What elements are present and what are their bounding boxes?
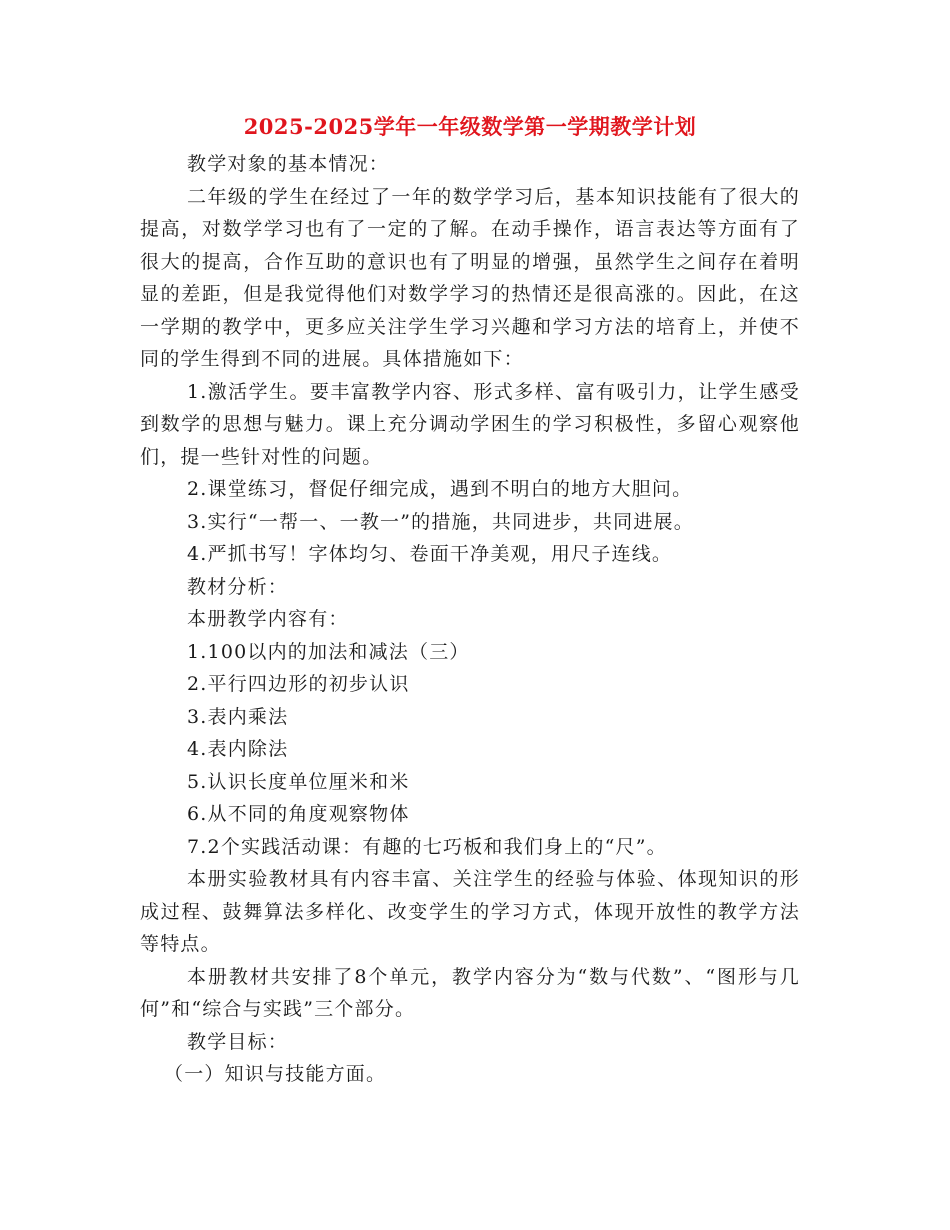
- paragraph-student-situation: 二年级的学生在经过了一年的数学学习后，基本知识技能有了很大的提高，对数学学习也有了一定的了解。在动手操作，语言表达等方面有了很大的提高，合作互助的意识也有了明显的增强，虽然学生之间存在着明显的差距，但是我觉得他们对数学学习的热情还是很高涨的。因此，在这一学期的教学中，更多应关注学生学习兴趣和学习方法的培育上，并使不同的学生得到不同的进展。具体措施如下：: [140, 185, 800, 370]
- paragraph-measure-4: 4.严抓书写！字体均匀、卷面干净美观，用尺子连线。: [187, 543, 673, 565]
- paragraph-subsection-heading: （一）知识与技能方面。: [164, 1063, 387, 1085]
- paragraph-content-item: 3.表内乘法: [187, 705, 289, 728]
- paragraph-content-item: 4.表内除法: [187, 738, 289, 760]
- paragraph-content-item: 2.平行四边形的初步认识: [187, 673, 410, 695]
- paragraph-content-item: 5.认识长度单位厘米和米: [187, 770, 410, 793]
- document-page: [140, 112, 800, 1091]
- paragraph-content-intro: 本册教学内容有：: [187, 608, 349, 630]
- paragraph-textbook-units: 本册教材共安排了8个单元，教学内容分为“数与代数”、“图形与几何”和“综合与实践”三个部分。: [140, 965, 800, 1020]
- paragraph-measure-2: 2.课堂练习，督促仔细完成，遇到不明白的地方大胆问。: [187, 478, 693, 500]
- paragraph-measure-1: 1.激活学生。要丰富教学内容、形式多样、富有吸引力，让学生感受到数学的思想与魅力。课上充分调动学困生的学习积极性，多留心观察他们，提一些针对性的问题。: [140, 380, 800, 468]
- paragraph-content-item: 6.从不同的角度观察物体: [187, 803, 410, 825]
- document-title: 2025-2025学年一年级数学第一学期教学计划: [243, 114, 697, 139]
- paragraph-section-heading: 教学对象的基本情况：: [187, 153, 390, 175]
- paragraph-section-heading: 教学目标：: [187, 1030, 289, 1053]
- paragraph-content-item: 1.100以内的加法和减法（三）: [187, 640, 470, 663]
- paragraph-measure-3: 3.实行“一帮一、一教一”的措施，共同进步，共同进展。: [187, 510, 694, 533]
- paragraph-textbook-features: 本册实验教材具有内容丰富、关注学生的经验与体验、体现知识的形成过程、鼓舞算法多样化、改变学生的学习方式，体现开放性的教学方法等特点。: [140, 868, 800, 955]
- paragraph-section-heading: 教材分析：: [187, 575, 289, 598]
- paragraph-content-item: 7.2个实践活动课：有趣的七巧板和我们身上的“尺”。: [187, 835, 667, 858]
